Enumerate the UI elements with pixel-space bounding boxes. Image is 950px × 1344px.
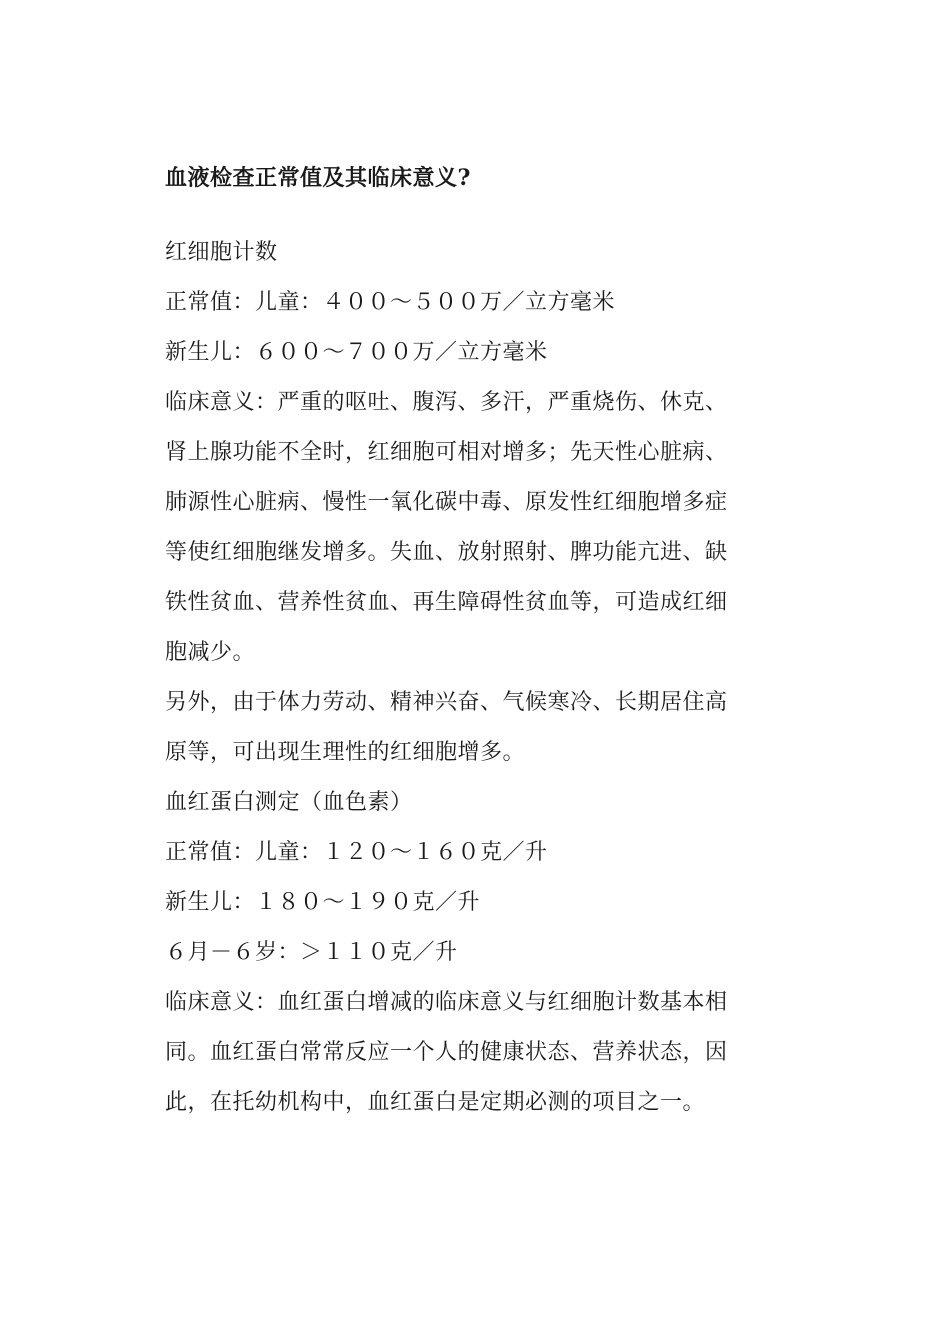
rbc-extra-paragraph xyxy=(165,678,775,778)
text-line: 此，在托幼机构中，血红蛋白是定期必测的项目之一。 xyxy=(165,1090,706,1115)
hemoglobin-clinical-paragraph xyxy=(165,978,775,1128)
hemoglobin-infant: ６月－６岁：＞１１０克／升 xyxy=(165,940,458,965)
document-page xyxy=(165,150,775,1128)
text-line: 肺源性心脏病、慢性一氧化碳中毒、原发性红细胞增多症 xyxy=(165,490,728,515)
rbc-clinical-paragraph xyxy=(165,378,775,678)
text-line: 原等，可出现生理性的红细胞增多。 xyxy=(165,740,526,765)
rbc-normal-children: 正常值：儿童：４００～５００万／立方毫米 xyxy=(165,290,616,315)
text-line: 等使红细胞继发增多。失血、放射照射、脾功能亢进、缺 xyxy=(165,540,728,565)
text-line: 临床意义：血红蛋白增减的临床意义与红细胞计数基本相 xyxy=(165,990,728,1015)
rbc-newborn: 新生儿：６００～７００万／立方毫米 xyxy=(165,340,548,365)
rbc-heading: 红细胞计数 xyxy=(165,240,278,265)
hemoglobin-heading: 血红蛋白测定（血色素） xyxy=(165,790,413,815)
hemoglobin-newborn: 新生儿：１８０～１９０克／升 xyxy=(165,890,481,915)
document-title: 血液检查正常值及其临床意义? xyxy=(165,165,471,191)
text-line: 铁性贫血、营养性贫血、再生障碍性贫血等，可造成红细 xyxy=(165,590,728,615)
hemoglobin-normal-children: 正常值：儿童：１２０～１６０克／升 xyxy=(165,840,548,865)
text-line: 临床意义：严重的呕吐、腹泻、多汗，严重烧伤、休克、 xyxy=(165,390,728,415)
text-line: 胞减少。 xyxy=(165,640,256,665)
text-line: 另外，由于体力劳动、精神兴奋、气候寒冷、长期居住高 xyxy=(165,690,728,715)
text-line: 肾上腺功能不全时，红细胞可相对增多；先天性心脏病、 xyxy=(165,440,728,465)
text-line: 同。血红蛋白常常反应一个人的健康状态、营养状态，因 xyxy=(165,1040,728,1065)
